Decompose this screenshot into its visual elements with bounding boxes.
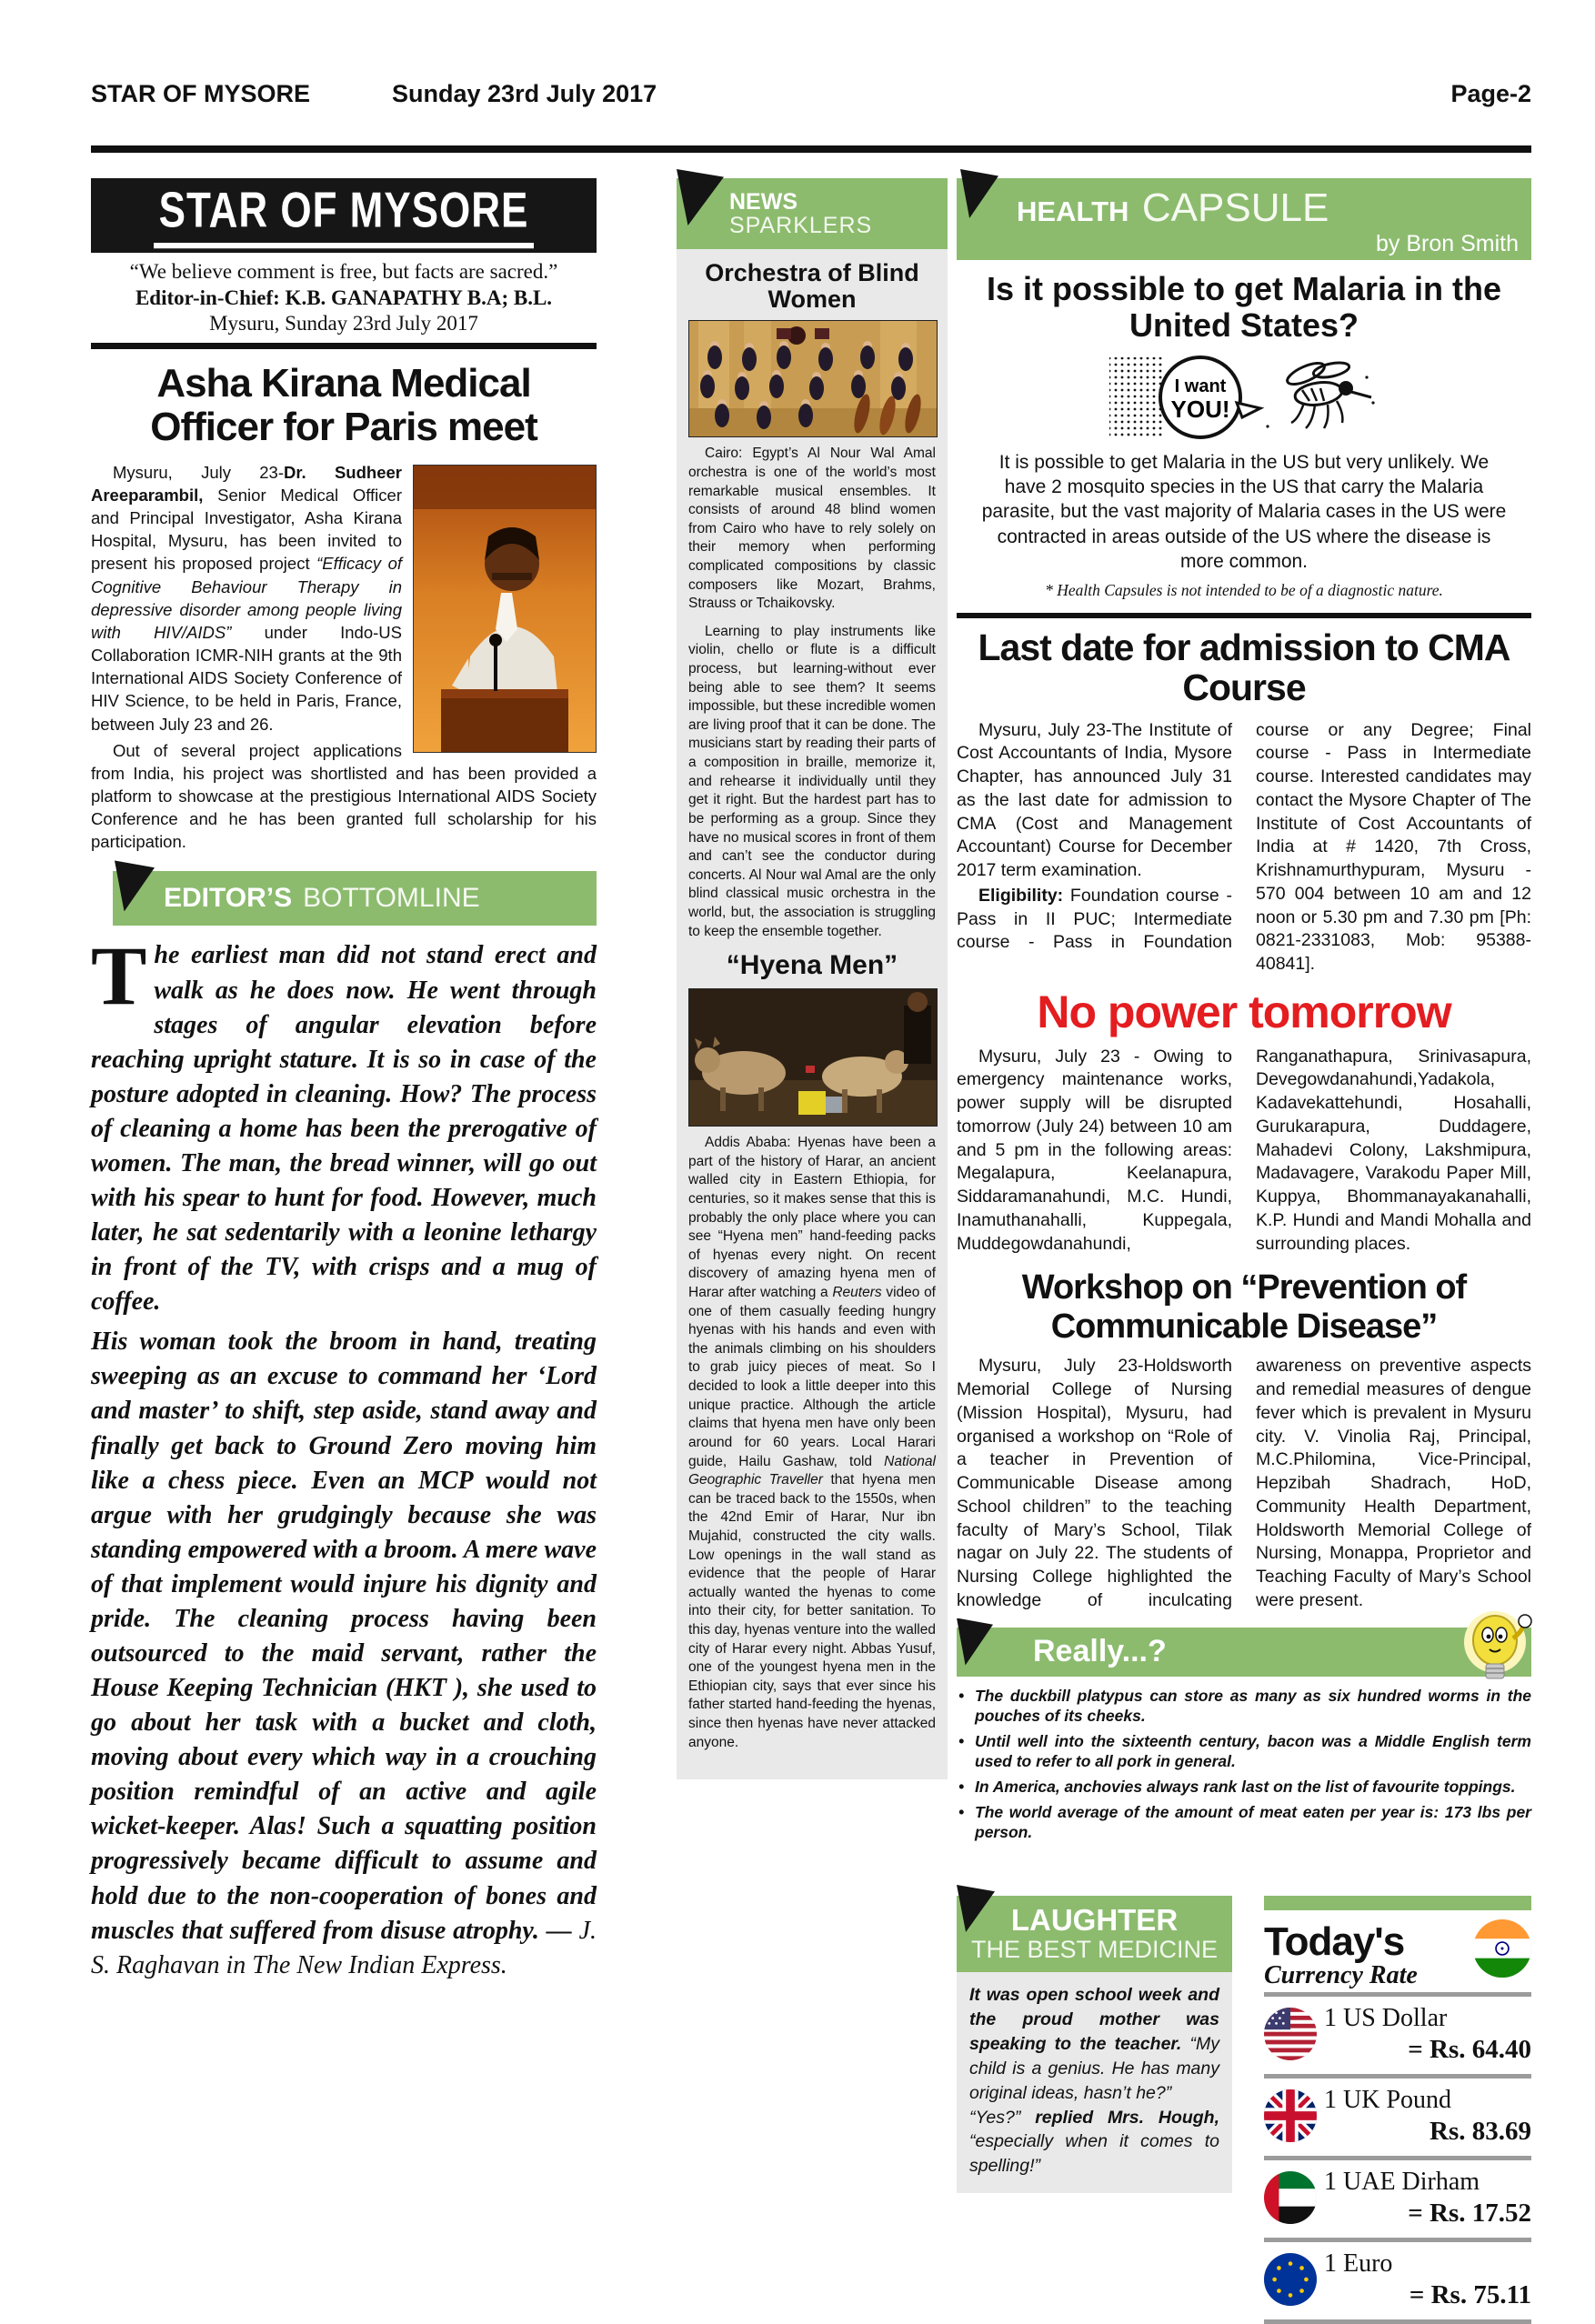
section-rule: [957, 613, 1531, 618]
masthead-logo-text: STAR OF MYSORE: [154, 183, 535, 249]
workshop-paragraph: Mysuru, July 23-Holdsworth Memorial College of Nursing (Mission Hospital), Mysuru, had organised a workshop on “Role of a teacher in Prevention of Communicable Disease among School children” to the teaching faculty of Mary’s School, Tilak nagar on July 22. The students of Nursing College highlighted the knowledge of inculcating awareness on preventive aspects and remedial measures of dengue fever which is prevalent in Mysuru city. V. Vinolia Raj, Principal, M.C.Philomina, Vice-Principal, Hepzibah Shadrach, HoD, Community Health Department, Holdsworth Memorial College of Nursing, Monappa, Proprietor and Teaching Faculty of Mary’s School were present.: [957, 1356, 1531, 1610]
fact-item: • The duckbill platypus can store as many as six hundred worms in the pouches of its cheeks.: [957, 1686, 1531, 1726]
asha-article: [91, 461, 597, 854]
fact-item: • Until well into the sixteenth century, bacon was a Middle English term used to refer to all pork in general.: [957, 1731, 1531, 1771]
capsule-label: CAPSULE: [1141, 185, 1329, 230]
editors-paragraph-2: His woman took the broom in hand, treating sweeping as an excuse to command her ‘Lord and master’ to shift, step aside, stand away and finally get back to Ground Zero moving him like a chess piece. Even an MCP would not argue with her grudgingly because she was standing empowered with a broom. A mere wave of that implement would injure his dignity and pride. The cleaning process having been outsourced to the maid servant, rather the House Keeping Technician (HKT ), she used to go about her task with a bucket and cloth, moving about every which way in a crouching position remindful of an active and agile wicket-keeper. Alas! Such a squatting position progressively became difficult to assume and hold due to the non-cooperation of bones and muscles that suffered from disuse atrophy. — J. S. Raghavan in The New Indian Express.: [91, 1327, 597, 1979]
really-banner: [957, 1628, 1531, 1677]
workshop-article: [957, 1355, 1531, 1612]
currency-label: 1 UAE Dirham: [1324, 2168, 1480, 2196]
currency-label: 1 UK Pound: [1324, 2086, 1452, 2114]
masthead-rule: [91, 343, 597, 349]
us-flag-icon: [1264, 2008, 1317, 2060]
asha-paragraph-1: Mysuru, July 23-Dr. Sudheer Areeparambil, Senior Medical Officer and Principal Investigator, Asha Kirana Hospital, Mysuru, has been invited to present his proposed project “Efficacy of Cognitive Behaviour Therapy in depressive disorder among people living with HIV/AIDS” under Indo-US Collaboration ICMR-NIH grants at the 9th International AIDS Society Conference of HIV Science, to be held in Paris, France, between July 23 and 26.: [91, 462, 403, 734]
currency-row-usd: [1264, 1992, 1531, 2074]
asha-headline: Asha Kirana Medical Officer for Paris meet: [150, 361, 537, 450]
speaker-photo-art: [414, 466, 596, 752]
malaria-body: It is possible to get Malaria in the US but very unlikely. We have 2 mosquito species in the US that carry the Malaria parasite, but the vast majority of Malaria cases in the US were contracted in areas outside of the US where the disease is more common.: [981, 451, 1507, 572]
news-sparklers-body: [677, 249, 948, 1779]
right-column: [957, 178, 1531, 1848]
orchestra-photo: [688, 320, 938, 437]
laughter-banner: [957, 1896, 1232, 1972]
health-capsule-banner: [957, 178, 1531, 260]
no-power-headline: No power tomorrow: [1037, 986, 1451, 1037]
eu-flag-icon: [1264, 2253, 1317, 2306]
corner-fold-icon: [957, 1618, 993, 1666]
fact-item: • In America, anchovies always rank last on the list of favourite toppings.: [957, 1777, 1531, 1797]
news-sparklers-column: [677, 178, 948, 1779]
laughter-section: [957, 1896, 1232, 2324]
really-facts-list: [957, 1686, 1531, 1842]
malaria-cartoon: [957, 350, 1531, 445]
left-column: [91, 178, 597, 1988]
editors-article: [91, 929, 597, 1982]
currency-row-gbp: [1264, 2074, 1531, 2156]
eligibility-label: Eligibility:: [978, 885, 1064, 906]
currency-value: = Rs. 75.11: [1409, 2280, 1531, 2309]
currency-label: 1 US Dollar: [1324, 2004, 1448, 2032]
joke-box: [957, 1972, 1232, 2193]
issue-date: Sunday 23rd July 2017: [392, 80, 657, 107]
currency-value: = Rs. 17.52: [1408, 2199, 1531, 2228]
corner-fold-icon: [960, 169, 998, 218]
currency-topbar: [1264, 1896, 1531, 1910]
cma-headline: Last date for admission to CMA Course: [978, 626, 1510, 709]
masthead-logo: [91, 178, 597, 253]
joke-question: “My child is a genius. He has many original ideas, hasn’t he?”: [969, 2033, 1220, 2103]
malaria-headline: Is it possible to get Malaria in the United States?: [986, 270, 1502, 345]
header-rule: [91, 145, 1531, 153]
cma-paragraph-2: Eligibility: Foundation course - Pass in II PUC; Intermediate course - Pass in Foundation course or any Degree; Final course - Pass in Intermediate course. Interested candidates may contact the Mysore Chapter of The Institute of Cost Accountants of India at # 1420, 7th Cross, Krishnamurthypuram, Mysuru - 570 004 between 10 am and 12 noon or 5.30 pm and 7.30 pm [Ph: 0821-2331083, Mob: 95388-40841].: [957, 719, 1531, 974]
paper-name: STAR OF MYSORE: [91, 80, 311, 107]
bubble-text-1: I want: [1174, 376, 1227, 396]
news-label: NEWS: [729, 188, 798, 215]
currency-subtitle: Currency Rate: [1264, 1961, 1418, 1989]
corner-fold-icon: [115, 860, 155, 911]
news-sparklers-banner: [677, 178, 948, 249]
bottomline-label: BOTTOMLINE: [303, 883, 480, 914]
hyena-paragraph: Addis Ababa: Hyenas have been a part of the history of Harar, an ancient walled city in Eastern Ethiopia, for centuries, so it makes sense that this is probably the only place where you can see “Hyena men” hand-feeding packs of hyenas every night. On recent discovery of amazing hyena men of Harar after watching a Reuters video of one of them casually feeding hungry hyenas with his hands and even with the animals climbing on his shoulders to grab juicy pieces of meat. So I decided to look a little deeper into this unique practice. Although the article claims that hyena men have only been around for 60 years. Local Harari guide, Hailu Gashaw, told National Geographic Traveller that hyena men can be traced back to the 1550s, when the 42nd Emir of Harar, Nur ibn Mujahid, constructed the city walls. Low openings in the wall stand as evidence that the people of Harar actually wanted the hyenas to come into their city, for better sanitation. To this day, hyenas venture into the walled city of Harar every night. Abbas Yusuf, one of the youngest hyena men in the Ethiopian city, says that ever since his father started hand-feeding the hyenas, since then hyenas have never attacked anyone.: [688, 1135, 936, 1750]
speaker-photo: [413, 465, 597, 753]
hyena-article: [688, 1134, 936, 1752]
page-header: [91, 80, 1531, 108]
mosquito-icon: [1108, 350, 1380, 445]
cma-paragraph-1: Mysuru, July 23-The Institute of Cost Accountants of India, Mysore Chapter, has announced July 31 as the last date for admission to CMA (Cost and Management Accountant) Course for December 2017 term examination.: [957, 719, 1232, 881]
joke-answer-post: “especially when it comes to spelling!”: [969, 2131, 1219, 2177]
bubble-text-2: YOU!: [1170, 395, 1230, 423]
really-label: Really...?: [1033, 1634, 1167, 1668]
orchestra-article: [688, 445, 936, 941]
joke-lead: It was open school week and the proud mother was speaking to the teacher.: [969, 1985, 1219, 2054]
editors-bottomline-banner: [113, 871, 597, 926]
editors-label: EDITOR’S: [164, 883, 293, 914]
orchestra-headline: Orchestra of Blind Women: [705, 259, 919, 314]
joke-answer-attribution: replied Mrs. Hough,: [1035, 2107, 1220, 2128]
joke-answer-pre: “Yes?”: [969, 2107, 1036, 2128]
no-power-article: [957, 1046, 1531, 1257]
corner-fold-icon: [957, 1885, 995, 1932]
masthead-dateline: Mysuru, Sunday 23rd July 2017: [209, 312, 478, 335]
currency-title: Today's: [1264, 1919, 1405, 1964]
drop-cap: T: [91, 929, 147, 1023]
best-medicine-label: THE BEST MEDICINE: [970, 1936, 1219, 1964]
bottom-row: [957, 1896, 1531, 2324]
sparklers-label: SPARKLERS: [729, 213, 873, 238]
orchestra-paragraph-1: Cairo: Egypt’s Al Nour Wal Amal orchestra is one of the world’s most remarkable musical ensembles. It consists of around 48 blind women from Cairo who have to rely solely on their memory when performing complicated compositions by classic composers like Mozart, Brahms, Strauss or Tchaikovsky.: [688, 446, 936, 612]
fact-item: • The world average of the amount of meat eaten per year is: 173 lbs per person.: [957, 1802, 1531, 1842]
currency-value: Rs. 83.69: [1429, 2117, 1531, 2146]
editor-in-chief: Editor-in-Chief: K.B. GANAPATHY B.A; B.L.: [135, 286, 553, 309]
editors-paragraph-1: The earliest man did not stand erect and walk as he does now. He went through stages of angular elevation before reaching upright stature. It is so in case of the posture adopted in cleaning. How? The process of cleaning a home has been the prerogative of women. The man, the bread winner, will go out with his spear to hunt for food. However, much later, he sat sedentarily with a leonine lethargy in front of the TV, with crisps and a mug of coffee.: [91, 929, 597, 1317]
uae-flag-icon: [1264, 2171, 1317, 2224]
masthead-tagline: “We believe comment is free, but facts are sacred.”: [129, 260, 558, 283]
malaria-footnote: * Health Capsules is not intended to be of a diagnostic nature.: [1045, 581, 1443, 600]
currency-row-eur: [1264, 2238, 1531, 2324]
hyena-headline: “Hyena Men”: [726, 950, 898, 981]
currency-value: = Rs. 64.40: [1408, 2035, 1531, 2064]
workshop-headline: Workshop on “Prevention of Communicable Disease”: [1021, 1268, 1467, 1346]
hyena-photo: [688, 988, 938, 1127]
health-byline: by Bron Smith: [1375, 231, 1519, 256]
india-flag-icon: [1473, 1919, 1531, 1978]
uk-flag-icon: [1264, 2089, 1317, 2142]
health-label: HEALTH: [1017, 195, 1129, 227]
cma-article: [957, 719, 1531, 977]
editors-byline: J. S. Raghavan in The New Indian Express.: [91, 1916, 597, 1979]
orchestra-paragraph-2: Learning to play instruments like violin, chello or flute is a difficult process, but learning-without ever being able to see them? It seems impossible, but these incredible women are living proof that it can be done. The musicians start by reading their parts of a composition in braille, memorize it, and rehearse it individually until they get it right. But the hardest part has to be performing as a group. Since they have no musical scores in front of them and can’t see the conductor during concerts. Al Nour wal Amal are the only blind classical music orchestra in the world, but, the association is struggling to keep the ensemble together.: [688, 623, 936, 939]
currency-panel: [1264, 1896, 1531, 2324]
no-power-paragraph: Mysuru, July 23 - Owing to emergency maintenance works, power supply will be disrupted tomorrow (July 24) between 10 am and 5 pm in the following areas: Megalapura, Keelanapura, Siddaramanahundi, M.C. Hundi, Inamuthanahalli, Kuppegala, Muddegowdanahundi, Ranganathapura, Srinivasapura, Devegowdanahundi,Yadakola, Kadavekattehundi, Hosahalli, Gurukarapura, Duddagere, Mahadevi Colony, Lakshmipura, Madavagere, Varakodu Paper Mill, Kuppya, Bhommanayakanahalli, K.P. Hundi and Mandi Mohalla and surrounding places.: [957, 1046, 1531, 1254]
currency-header: [1264, 1919, 1531, 1992]
laughter-label: LAUGHTER: [1010, 1903, 1179, 1937]
currency-label: 1 Euro: [1324, 2249, 1393, 2278]
corner-fold-icon: [677, 169, 724, 225]
currency-row-aed: [1264, 2156, 1531, 2238]
asha-paragraph-2: Out of several project applications from India, his project was shortlisted and has been provided a platform to showcase at the prestigious International AIDS Society Conference and he has been granted full scholarship for his participation.: [91, 740, 597, 852]
page-number: Page-2: [1450, 80, 1531, 107]
